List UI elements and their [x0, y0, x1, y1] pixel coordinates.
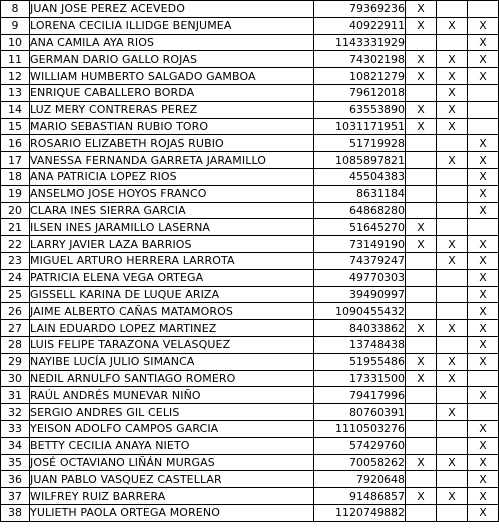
mark-col-2 [437, 168, 468, 185]
person-name: LORENA CECILIA ILLIDGE BENJUMEA [30, 17, 314, 34]
mark-col-1 [406, 336, 437, 353]
person-name: SERGIO ANDRES GIL CELIS [30, 404, 314, 421]
person-name: JAIME ALBERTO CAÑAS MATAMOROS [30, 303, 314, 320]
row-number: 30 [1, 370, 30, 387]
mark-col-2 [437, 336, 468, 353]
document-id: 39490997 [314, 286, 406, 303]
mark-col-1 [406, 135, 437, 152]
document-id: 40922911 [314, 17, 406, 34]
table-row [1, 219, 499, 236]
row-number: 29 [1, 353, 30, 370]
person-name: NEDIL ARNULFO SANTIAGO ROMERO [30, 370, 314, 387]
mark-col-3 [468, 404, 499, 421]
mark-col-1 [406, 286, 437, 303]
row-number: 28 [1, 336, 30, 353]
mark-col-1 [406, 168, 437, 185]
person-name: ILSEN INES JARAMILLO LASERNA [30, 219, 314, 236]
mark-col-2: X [437, 152, 468, 169]
table-row [1, 437, 499, 454]
table-row [1, 387, 499, 404]
mark-col-3: X [468, 202, 499, 219]
mark-col-3: X [468, 437, 499, 454]
row-number: 13 [1, 84, 30, 101]
mark-col-3: X [468, 336, 499, 353]
document-id: 79369236 [314, 1, 406, 18]
document-id: 45504383 [314, 168, 406, 185]
mark-col-1: X [406, 101, 437, 118]
mark-col-2 [437, 437, 468, 454]
table-row [1, 454, 499, 471]
mark-col-3: X [468, 135, 499, 152]
mark-col-2: X [437, 17, 468, 34]
row-number: 17 [1, 152, 30, 169]
mark-col-1 [406, 152, 437, 169]
table-row [1, 152, 499, 169]
row-number: 22 [1, 236, 30, 253]
mark-col-3: X [468, 471, 499, 488]
document-id: 1031171951 [314, 118, 406, 135]
mark-col-3: X [468, 488, 499, 505]
mark-col-1: X [406, 488, 437, 505]
table-row [1, 303, 499, 320]
mark-col-3 [468, 101, 499, 118]
mark-col-3: X [468, 320, 499, 337]
mark-col-1: X [406, 320, 437, 337]
table-row [1, 269, 499, 286]
row-number: 24 [1, 269, 30, 286]
person-name: GISSELL KARINA DE LUQUE ARIZA [30, 286, 314, 303]
person-name: VANESSA FERNANDA GARRETA JARAMILLO [30, 152, 314, 169]
row-number: 16 [1, 135, 30, 152]
person-name: ANSELMO JOSE HOYOS FRANCO [30, 185, 314, 202]
table-row [1, 488, 499, 505]
mark-col-3: X [468, 353, 499, 370]
table-row [1, 252, 499, 269]
mark-col-2 [437, 471, 468, 488]
person-name: JOSÉ OCTAVIANO LIÑÁN MURGAS [30, 454, 314, 471]
mark-col-2: X [437, 68, 468, 85]
person-name: YEISON ADOLFO CAMPOS GARCIA [30, 420, 314, 437]
table-row [1, 118, 499, 135]
person-name: MARIO SEBASTIAN RUBIO TORO [30, 118, 314, 135]
mark-col-1 [406, 504, 437, 521]
table-row [1, 236, 499, 253]
mark-col-2 [437, 219, 468, 236]
mark-col-3: X [468, 504, 499, 521]
mark-col-1 [406, 471, 437, 488]
mark-col-2: X [437, 236, 468, 253]
person-name: NAYIBE LUCÍA JULIO SIMANCA [30, 353, 314, 370]
person-name: YULIETH PAOLA ORTEGA MORENO [30, 504, 314, 521]
document-id: 49770303 [314, 269, 406, 286]
mark-col-2 [437, 504, 468, 521]
mark-col-3: X [468, 51, 499, 68]
person-name: ANA PATRICIA LOPEZ RIOS [30, 168, 314, 185]
person-name: JUAN PABLO VASQUEZ CASTELLAR [30, 471, 314, 488]
mark-col-2: X [437, 252, 468, 269]
document-id: 1090455432 [314, 303, 406, 320]
row-number: 33 [1, 420, 30, 437]
mark-col-2: X [437, 404, 468, 421]
table-row [1, 84, 499, 101]
table-row [1, 286, 499, 303]
mark-col-1 [406, 84, 437, 101]
roster-body [1, 1, 499, 522]
document-id: 51719928 [314, 135, 406, 152]
document-id: 1143331929 [314, 34, 406, 51]
mark-col-1 [406, 202, 437, 219]
mark-col-1: X [406, 219, 437, 236]
person-name: ENRIQUE CABALLERO BORDA [30, 84, 314, 101]
mark-col-1 [406, 185, 437, 202]
mark-col-3 [468, 219, 499, 236]
mark-col-2 [437, 135, 468, 152]
table-row [1, 320, 499, 337]
document-id: 74379247 [314, 252, 406, 269]
mark-col-3 [468, 1, 499, 18]
table-row [1, 404, 499, 421]
mark-col-1 [406, 420, 437, 437]
document-id: 1120749882 [314, 504, 406, 521]
mark-col-1: X [406, 118, 437, 135]
table-row [1, 1, 499, 18]
mark-col-1: X [406, 17, 437, 34]
person-name: JUAN JOSE PEREZ ACEVEDO [30, 1, 314, 18]
mark-col-2 [437, 1, 468, 18]
person-name: WILLIAM HUMBERTO SALGADO GAMBOA [30, 68, 314, 85]
table-row [1, 168, 499, 185]
document-id: 84033862 [314, 320, 406, 337]
row-number: 15 [1, 118, 30, 135]
person-name: RAÚL ANDRÉS MUNEVAR NIÑO [30, 387, 314, 404]
table-row [1, 471, 499, 488]
row-number: 25 [1, 286, 30, 303]
mark-col-2 [437, 34, 468, 51]
row-number: 27 [1, 320, 30, 337]
mark-col-3: X [468, 420, 499, 437]
mark-col-3: X [468, 17, 499, 34]
mark-col-1 [406, 252, 437, 269]
row-number: 37 [1, 488, 30, 505]
table-row [1, 336, 499, 353]
row-number: 10 [1, 34, 30, 51]
row-number: 14 [1, 101, 30, 118]
mark-col-3: X [468, 387, 499, 404]
document-id: 13748438 [314, 336, 406, 353]
mark-col-3 [468, 84, 499, 101]
table-row [1, 68, 499, 85]
row-number: 12 [1, 68, 30, 85]
document-id: 64868280 [314, 202, 406, 219]
row-number: 23 [1, 252, 30, 269]
row-number: 18 [1, 168, 30, 185]
table-row [1, 17, 499, 34]
mark-col-2: X [437, 353, 468, 370]
mark-col-3: X [468, 185, 499, 202]
mark-col-1 [406, 387, 437, 404]
row-number: 9 [1, 17, 30, 34]
mark-col-1 [406, 437, 437, 454]
document-id: 80760391 [314, 404, 406, 421]
document-id: 10821279 [314, 68, 406, 85]
mark-col-1: X [406, 454, 437, 471]
mark-col-1: X [406, 51, 437, 68]
row-number: 19 [1, 185, 30, 202]
mark-col-1: X [406, 1, 437, 18]
mark-col-2 [437, 387, 468, 404]
mark-col-2: X [437, 320, 468, 337]
document-id: 8631184 [314, 185, 406, 202]
person-name: LAIN EDUARDO LOPEZ MARTINEZ [30, 320, 314, 337]
row-number: 35 [1, 454, 30, 471]
table-row [1, 101, 499, 118]
row-number: 34 [1, 437, 30, 454]
person-name: WILFREY RUIZ BARRERA [30, 488, 314, 505]
document-id: 79612018 [314, 84, 406, 101]
person-name: GERMAN DARIO GALLO ROJAS [30, 51, 314, 68]
mark-col-1: X [406, 370, 437, 387]
mark-col-2: X [437, 84, 468, 101]
row-number: 32 [1, 404, 30, 421]
row-number: 31 [1, 387, 30, 404]
document-id: 51645270 [314, 219, 406, 236]
document-id: 63553890 [314, 101, 406, 118]
mark-col-2 [437, 420, 468, 437]
document-id: 7920648 [314, 471, 406, 488]
person-name: LUZ MERY CONTRERAS PEREZ [30, 101, 314, 118]
table-row [1, 420, 499, 437]
table-row [1, 504, 499, 521]
mark-col-1 [406, 34, 437, 51]
mark-col-3 [468, 118, 499, 135]
table-row [1, 185, 499, 202]
mark-col-1: X [406, 68, 437, 85]
row-number: 21 [1, 219, 30, 236]
table-row [1, 34, 499, 51]
mark-col-2: X [437, 101, 468, 118]
row-number: 26 [1, 303, 30, 320]
mark-col-2 [437, 303, 468, 320]
row-number: 36 [1, 471, 30, 488]
person-name: MIGUEL ARTURO HERRERA LARROTA [30, 252, 314, 269]
document-id: 1110503276 [314, 420, 406, 437]
person-name: PATRICIA ELENA VEGA ORTEGA [30, 269, 314, 286]
mark-col-3: X [468, 34, 499, 51]
document-id: 91486857 [314, 488, 406, 505]
person-name: ROSARIO ELIZABETH ROJAS RUBIO [30, 135, 314, 152]
table-row [1, 202, 499, 219]
mark-col-3: X [468, 236, 499, 253]
mark-col-3: X [468, 152, 499, 169]
document-id: 79417996 [314, 387, 406, 404]
person-name: LARRY JAVIER LAZA BARRIOS [30, 236, 314, 253]
document-id: 70058262 [314, 454, 406, 471]
document-id: 1085897821 [314, 152, 406, 169]
row-number: 11 [1, 51, 30, 68]
mark-col-3: X [468, 68, 499, 85]
document-id: 51955486 [314, 353, 406, 370]
row-number: 38 [1, 504, 30, 521]
table-row [1, 135, 499, 152]
row-number: 20 [1, 202, 30, 219]
document-id: 74302198 [314, 51, 406, 68]
person-name: CLARA INES SIERRA GARCIA [30, 202, 314, 219]
mark-col-2 [437, 185, 468, 202]
mark-col-3: X [468, 303, 499, 320]
mark-col-2: X [437, 118, 468, 135]
row-number: 8 [1, 1, 30, 18]
mark-col-1 [406, 404, 437, 421]
mark-col-3 [468, 370, 499, 387]
mark-col-1: X [406, 236, 437, 253]
mark-col-3: X [468, 252, 499, 269]
mark-col-1 [406, 303, 437, 320]
table-row [1, 353, 499, 370]
mark-col-3: X [468, 454, 499, 471]
document-id: 73149190 [314, 236, 406, 253]
mark-col-2: X [437, 454, 468, 471]
mark-col-2: X [437, 488, 468, 505]
person-name: ANA CAMILA AYA RIOS [30, 34, 314, 51]
mark-col-2: X [437, 51, 468, 68]
mark-col-3: X [468, 168, 499, 185]
table-row [1, 51, 499, 68]
table-row [1, 370, 499, 387]
mark-col-2 [437, 286, 468, 303]
document-id: 17331500 [314, 370, 406, 387]
document-id: 57429760 [314, 437, 406, 454]
person-name: BETTY CECILIA ANAYA NIETO [30, 437, 314, 454]
mark-col-2 [437, 202, 468, 219]
mark-col-1 [406, 269, 437, 286]
mark-col-3: X [468, 286, 499, 303]
mark-col-1: X [406, 353, 437, 370]
person-name: LUIS FELIPE TARAZONA VELASQUEZ [30, 336, 314, 353]
mark-col-3: X [468, 269, 499, 286]
mark-col-2 [437, 269, 468, 286]
mark-col-2: X [437, 370, 468, 387]
